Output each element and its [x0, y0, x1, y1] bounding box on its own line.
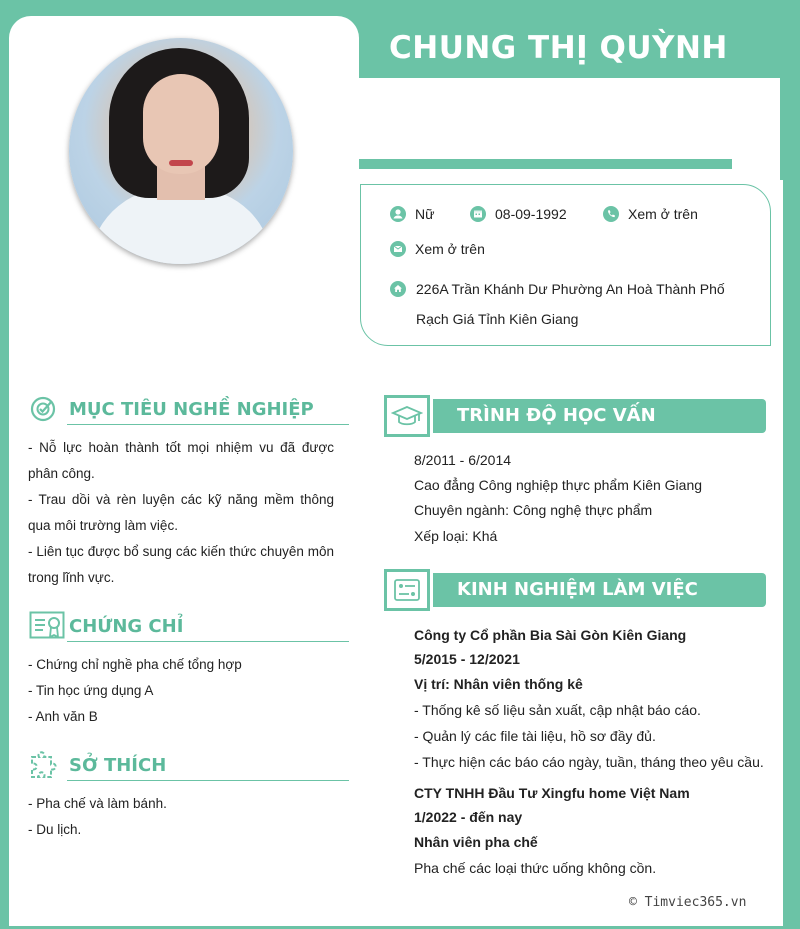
- job-duty: - Thực hiện các báo cáo ngày, tuần, tháng theo yêu cầu.: [414, 754, 764, 770]
- user-icon: [390, 206, 406, 222]
- objective-divider: [67, 424, 349, 425]
- certificate-icon: [29, 611, 65, 641]
- candidate-name: CHUNG THỊ QUỲNH: [389, 30, 728, 66]
- objective-item: - Liên tục được bổ sung các kiến thức chuyên môn trong lĩnh vực.: [28, 544, 334, 585]
- target-icon: [30, 396, 56, 422]
- experience-title: KINH NGHIỆM LÀM VIỆC: [457, 579, 698, 600]
- job-period: 5/2015 - 12/2021: [414, 651, 520, 667]
- certificates-title: CHỨNG CHỈ: [69, 616, 184, 637]
- education-rank: Xếp loại: Khá: [414, 528, 498, 544]
- objective-item: - Nỗ lực hoàn thành tốt mọi nhiệm vu đã được phân công.: [28, 440, 334, 481]
- phone-icon: [603, 206, 619, 222]
- hobby-item: - Pha chế và làm bánh.: [28, 796, 167, 811]
- job-duty: - Quản lý các file tài liệu, hồ sơ đầy đủ.: [414, 728, 656, 744]
- job-company: Công ty Cổ phần Bia Sài Gòn Kiên Giang: [414, 627, 687, 643]
- home-icon: [390, 281, 406, 297]
- job-position: Nhân viên pha chế: [414, 834, 538, 850]
- education-period: 8/2011 - 6/2014: [414, 452, 512, 468]
- gender-value: Nữ: [415, 206, 435, 222]
- mail-icon: [390, 241, 406, 257]
- job-company: CTY TNHH Đầu Tư Xingfu home Việt Nam: [414, 785, 690, 801]
- workflow-icon: [392, 577, 422, 603]
- footer-credit: © Timviec365.vn: [629, 895, 747, 910]
- email-field: [390, 241, 485, 257]
- name-underline: [359, 159, 732, 169]
- objective-item: - Trau dồi và rèn luyện các kỹ năng mềm thông qua môi trường làm việc.: [28, 492, 334, 533]
- email-value: Xem ở trên: [415, 241, 485, 257]
- certificate-item: - Anh văn B: [28, 709, 98, 724]
- education-school: Cao đẳng Công nghiệp thực phẩm Kiên Giang: [414, 477, 703, 493]
- hobbies-divider: [67, 780, 349, 781]
- avatar: [69, 38, 293, 264]
- calendar-icon: [470, 206, 486, 222]
- hobby-item: - Du lịch.: [28, 822, 82, 837]
- phone-field: [603, 206, 698, 222]
- graduation-cap-icon: [391, 404, 423, 428]
- education-major: Chuyên ngành: Công nghệ thực phẩm: [414, 502, 653, 518]
- puzzle-icon: [29, 751, 59, 781]
- job-period: 1/2022 - đến nay: [414, 809, 523, 825]
- job-position: Vị trí: Nhân viên thống kê: [414, 676, 583, 692]
- gender-field: [390, 206, 434, 222]
- hobbies-title: SỞ THÍCH: [69, 755, 167, 776]
- birthday-field: [470, 206, 567, 222]
- address-value: 226A Trần Khánh Dư Phường An Hoà Thành Phố Rạch Giá Tỉnh Kiên Giang: [416, 281, 725, 327]
- experience-header: [384, 569, 766, 611]
- objective-title: MỤC TIÊU NGHỀ NGHIỆP: [69, 399, 314, 420]
- education-title: TRÌNH ĐỘ HỌC VẤN: [457, 405, 656, 426]
- birthday-value: 08-09-1992: [495, 206, 567, 222]
- bottom-right-panel: [359, 912, 783, 926]
- job-duty: - Thống kê số liệu sản xuất, cập nhật báo cáo.: [414, 702, 701, 718]
- education-header: [384, 395, 766, 437]
- phone-value: Xem ở trên: [628, 206, 698, 222]
- certificates-divider: [67, 641, 349, 642]
- certificate-item: - Tin học ứng dụng A: [28, 683, 154, 698]
- certificate-item: - Chứng chỉ nghề pha chế tổng hợp: [28, 657, 242, 672]
- bottom-left-panel: [9, 912, 359, 926]
- job-duty: Pha chế các loại thức uống không cồn.: [414, 860, 657, 876]
